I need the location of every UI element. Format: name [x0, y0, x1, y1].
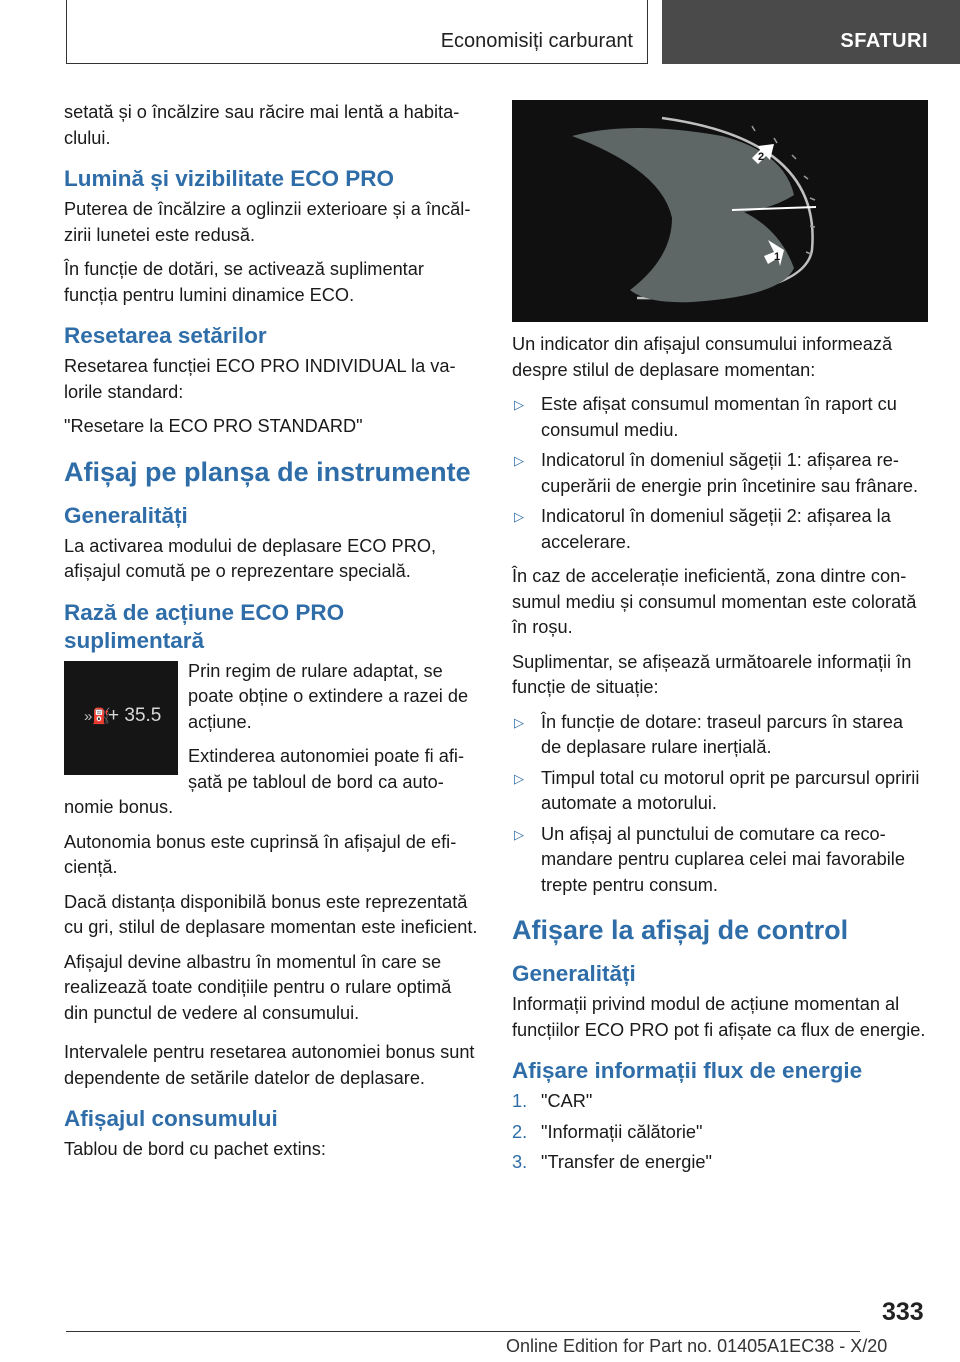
list-item: ▷ Timpul total cu motorul oprit pe parcursul opririi automate a motorului. [514, 767, 920, 813]
paragraph: Dacă distanța disponibilă bonus este reprezentată cu gri, stilul de deplasare momentan este ineficient. [64, 891, 478, 937]
triangle-bullet-icon: ▷ [514, 770, 524, 786]
triangle-bullet-icon: ▷ [514, 826, 524, 842]
edition-footer: Online Edition for Part no. 01405A1EC38 - X/20 [506, 1336, 888, 1356]
paragraph: Suplimentar, se afișează următoarele informații în funcție de situație: [512, 651, 912, 697]
list-item: ▷ Indicatorul în domeniul săgeții 1: afișarea recuperării de energie prin încetinire sau frânare. [514, 450, 919, 496]
section-title: Economisiți carburant [440, 30, 633, 52]
paragraph: Extinderea autonomiei poate fi afișată pe tabloul de bord ca autonomie bonus. [64, 746, 465, 817]
heading-light-visibility: Lumină și vizibilitate ECO PRO [64, 166, 395, 191]
list-item: ▷ Indicatorul în domeniul săgeții 2: afișarea la accelerare. [514, 506, 891, 552]
paragraph: În caz de accelerație ineficientă, zona dintre consumul mediu și consumul momentan este colorată în roșu. [512, 566, 917, 637]
heading-instrument-display: Afișaj pe planșa de instrumente [64, 456, 471, 487]
list-item: 3. "Transfer de energie" [512, 1152, 712, 1172]
heading-energy-flow: Afișare informații flux de energie [512, 1058, 863, 1083]
heading-consumption-display: Afișajul consumului [64, 1106, 278, 1131]
footer-divider [66, 1331, 860, 1332]
heading-reset-settings: Resetarea setărilor [64, 323, 267, 348]
paragraph: Intervalele pentru resetarea autonomiei bonus sunt dependente de setările datelor de deplasare. [64, 1042, 475, 1088]
paragraph: Autonomia bonus este cuprinsă în afișajul de eficiență. [64, 831, 457, 877]
paragraph: Tablou de bord cu pachet extins: [64, 1139, 326, 1159]
heading-eco-range: Rază de acțiune ECO PRO suplimentară [64, 599, 345, 653]
list-item: 2. "Informații călătorie" [512, 1121, 703, 1142]
page-header [0, 0, 960, 66]
paragraph: Un indicator din afișajul consumului informează despre stilul de deplasare momentan: [512, 334, 893, 380]
triangle-bullet-icon: ▷ [514, 453, 524, 468]
paragraph: La activarea modului de deplasare ECO PRO, afișajul comută pe o reprezentare specială. [64, 535, 437, 581]
bullet-list-consumption [512, 392, 928, 555]
right-column [512, 100, 928, 1181]
paragraph: setată și o încălzire sau răcire mai lentă a habitaclului. [64, 102, 460, 148]
heading-general: Generalități [64, 502, 188, 528]
page-number: 333 [882, 1298, 924, 1326]
list-item: ▷ Este afișat consumul momentan în raport cu consumul mediu. [514, 394, 897, 440]
numbered-list-energy-flow [512, 1089, 928, 1176]
list-item: 1. "CAR" [512, 1091, 593, 1111]
triangle-bullet-icon: ▷ [514, 509, 524, 524]
paragraph: Informații privind modul de acțiune momentan al funcțiilor ECO PRO pot fi afișate ca flux de energie. [512, 994, 926, 1040]
heading-general: Generalități [512, 961, 636, 986]
paragraph: Afișajul devine albastru în momentul în care se realizează toate condițiile pentru o rulare optimă din punctul de vedere al consumului. [64, 951, 452, 1023]
bonus-range-value: + 35.5 [108, 704, 162, 726]
consumption-gauge-image [512, 100, 928, 322]
bonus-range-image [64, 661, 178, 775]
paragraph: "Resetare la ECO PRO STANDARD" [64, 416, 363, 436]
list-item: ▷ În funcție de dotare: traseul parcurs în starea de deplasare rulare inerțială. [514, 711, 903, 757]
gauge-arrow-label-1: 1 [774, 251, 781, 263]
paragraph: Prin regim de rulare adaptat, se poate obține o extindere a razei de acțiune. [188, 660, 469, 732]
left-column [64, 100, 480, 1172]
list-item: ▷ Un afișaj al punctului de comutare ca recomandare pentru cuplarea celei mai favorabile trepte pentru consum. [514, 823, 905, 895]
fuel-pump-icon: »⛽ [84, 707, 112, 725]
chapter-tab [662, 0, 960, 64]
section-header-box [66, 0, 648, 64]
paragraph: Puterea de încălzire a oglinzii exterioare și a încălzirii lunetei este redusă. [64, 199, 471, 245]
paragraph: Resetarea funcției ECO PRO INDIVIDUAL la valorile standard: [64, 356, 456, 402]
triangle-bullet-icon: ▷ [514, 397, 524, 412]
gauge-arrow-label-2: 2 [758, 151, 765, 163]
chapter-tab-label: SFATURI [840, 30, 928, 52]
bullet-list-extra-info [512, 710, 928, 899]
paragraph: În funcție de dotări, se activează suplimentar funcția pentru lumini dinamice ECO. [64, 259, 424, 305]
triangle-bullet-icon: ▷ [514, 714, 524, 730]
heading-control-display: Afișare la afișaj de control [512, 915, 849, 945]
